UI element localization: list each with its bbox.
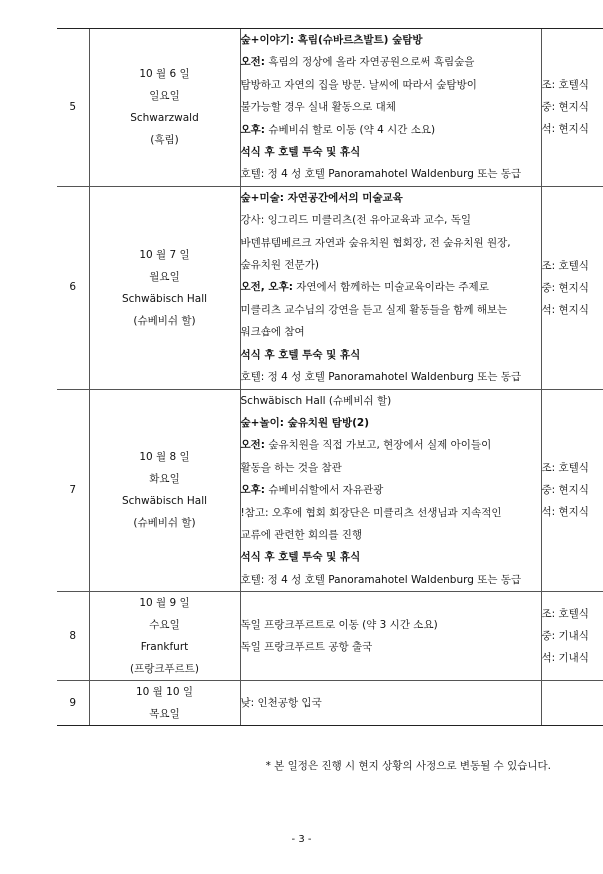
schedule-line — [241, 344, 541, 366]
meal-line: 석: 현지식 — [541, 123, 589, 136]
schedule-line — [241, 366, 541, 388]
schedule-line-heading: 오전: — [240, 439, 265, 452]
schedule-line — [241, 299, 541, 321]
schedule-line — [241, 96, 541, 118]
date-line: 10 월 10 일 — [135, 686, 194, 699]
schedule-line-text: 바덴뷰템베르크 자연과 숲유치원 협회장, 전 숲유치원 원장, — [240, 236, 511, 249]
page-number: - 3 - — [291, 834, 312, 845]
meals-cell — [541, 186, 603, 389]
date-line: (흑림) — [150, 134, 179, 147]
schedule-line-text: Schwäbisch Hall (슈베비쉬 할) — [240, 394, 392, 407]
date-line: 10 월 6 일 — [139, 68, 190, 81]
schedule-line-text: 슈베비쉬할에서 자유관광 — [265, 484, 384, 497]
schedule-line-text: 호텔: 정 4 성 호텔 Panoramahotel Waldenburg 또는 동급 — [240, 573, 522, 586]
schedule-detail-cell — [240, 681, 541, 726]
date-line: Schwäbisch Hall — [121, 495, 208, 508]
meal-line: 조: 호텔식 — [541, 462, 589, 475]
date-location-cell — [89, 29, 240, 187]
schedule-line — [241, 412, 541, 434]
itinerary-table — [57, 28, 603, 726]
schedule-line-text: 탐방하고 자연의 집을 방문. 날씨에 따라서 숲탐방이 — [240, 78, 477, 91]
schedule-line — [241, 141, 541, 163]
schedule-detail-cell — [240, 592, 541, 681]
date-line: Schwäbisch Hall — [121, 292, 208, 305]
schedule-line-heading: 오후: — [240, 484, 265, 497]
date-line: 10 월 9 일 — [139, 597, 190, 610]
date-line: 수요일 — [149, 619, 180, 632]
schedule-line — [241, 209, 541, 231]
schedule-line-text: 호텔: 정 4 성 호텔 Panoramahotel Waldenburg 또는 동급 — [240, 371, 522, 384]
schedule-line — [241, 321, 541, 343]
meals-cell — [541, 389, 603, 592]
date-line: (슈베비쉬 할) — [133, 517, 196, 530]
day-number: 5 — [57, 29, 89, 187]
schedule-line-text: 숲유치원 전문가) — [240, 259, 319, 272]
date-line: 월요일 — [149, 270, 180, 283]
schedule-line — [241, 163, 541, 185]
schedule-line-text: 흑림의 정상에 올라 자연공원으로써 흑림숲을 — [265, 56, 475, 69]
schedule-line-heading: 숲+놀이: 숲유치원 탐방(2) — [240, 416, 369, 429]
meal-line: 중: 기내식 — [541, 630, 589, 643]
schedule-line — [241, 434, 541, 456]
schedule-line-text: 불가능할 경우 실내 활동으로 대체 — [240, 101, 396, 114]
schedule-line-text: 슈베비쉬 할로 이동 (약 4 시간 소요) — [265, 123, 436, 136]
schedule-line — [241, 636, 541, 658]
meals-cell — [541, 681, 603, 726]
schedule-line — [241, 479, 541, 501]
date-line: 화요일 — [149, 473, 180, 486]
schedule-line-text: 숲유치원을 직접 가보고, 현장에서 실제 아이들이 — [265, 439, 492, 452]
schedule-detail-cell — [240, 389, 541, 592]
schedule-line-text: 자연에서 함께하는 미술교육이라는 주제로 — [292, 281, 489, 294]
schedule-line — [241, 390, 541, 412]
date-location-cell — [89, 681, 240, 726]
schedule-line-text: 독일 프랑크푸르트 공항 출국 — [240, 641, 373, 654]
itinerary-row — [57, 592, 603, 681]
schedule-line-text: 호텔: 정 4 성 호텔 Panoramahotel Waldenburg 또는 동급 — [240, 168, 522, 181]
date-line: Schwarzwald — [130, 112, 199, 125]
schedule-line-heading: 석식 후 호텔 투숙 및 휴식 — [240, 348, 361, 361]
date-line: 10 월 7 일 — [139, 248, 190, 261]
schedule-line-text: 활동을 하는 것을 참관 — [240, 461, 342, 474]
schedule-line-text: 교류에 관련한 회의를 진행 — [240, 528, 363, 541]
date-line: (슈베비쉬 할) — [133, 314, 196, 327]
meals-cell — [541, 592, 603, 681]
date-location-cell — [89, 592, 240, 681]
meal-line: 석: 현지식 — [541, 506, 589, 519]
schedule-line — [241, 74, 541, 96]
schedule-line — [241, 546, 541, 568]
schedule-line — [241, 614, 541, 636]
schedule-line-heading: 오전: — [240, 56, 265, 69]
itinerary-row — [57, 389, 603, 592]
schedule-line — [241, 502, 541, 524]
schedule-detail-cell — [240, 29, 541, 187]
schedule-line-heading: 석식 후 호텔 투숙 및 휴식 — [240, 146, 361, 159]
schedule-line-text: 미클리츠 교수님의 강연을 듣고 실제 활동들을 함께 해보는 — [240, 303, 508, 316]
itinerary-row — [57, 186, 603, 389]
day-number: 7 — [57, 389, 89, 592]
day-number: 9 — [57, 681, 89, 726]
date-line: 목요일 — [149, 708, 180, 721]
schedule-line-heading: 오후: — [240, 123, 265, 136]
meal-line: 석: 현지식 — [541, 303, 589, 316]
schedule-line — [241, 187, 541, 209]
day-number: 8 — [57, 592, 89, 681]
schedule-line — [241, 119, 541, 141]
schedule-line — [241, 569, 541, 591]
date-line: 10 월 8 일 — [139, 451, 190, 464]
meal-line: 중: 현지식 — [541, 281, 589, 294]
meals-cell — [541, 29, 603, 187]
schedule-line — [241, 692, 541, 714]
schedule-detail-cell — [240, 186, 541, 389]
date-location-cell — [89, 186, 240, 389]
schedule-line — [241, 524, 541, 546]
meal-line: 중: 현지식 — [541, 101, 589, 114]
date-line: 일요일 — [149, 90, 180, 103]
date-line: Frankfurt — [140, 641, 189, 654]
meal-line: 석: 기내식 — [541, 652, 589, 665]
meal-line: 조: 호텔식 — [541, 608, 589, 621]
schedule-line-text: 워크숍에 참여 — [240, 326, 305, 339]
schedule-line-heading: 숲+이야기: 흑림(슈바르츠발트) 숲탐방 — [240, 34, 423, 46]
schedule-line-heading: 석식 후 호텔 투숙 및 휴식 — [240, 551, 361, 564]
schedule-line — [241, 276, 541, 298]
itinerary-row — [57, 681, 603, 726]
meal-line: 조: 호텔식 — [541, 79, 589, 92]
schedule-line — [241, 51, 541, 73]
meal-line: 중: 현지식 — [541, 484, 589, 497]
schedule-line-text: 독일 프랑크푸르트로 이동 (약 3 시간 소요) — [240, 618, 438, 631]
schedule-line-text: 낮: 인천공항 입국 — [240, 696, 322, 709]
meal-line: 조: 호텔식 — [541, 259, 589, 272]
date-location-cell — [89, 389, 240, 592]
schedule-line-text: !참고: 오후에 협회 회장단은 미클리츠 선생님과 지속적인 — [240, 506, 502, 519]
date-line: (프랑크푸르트) — [129, 663, 200, 676]
schedule-line — [241, 457, 541, 479]
schedule-line-text: 강사: 잉그리드 미클리츠(전 유아교육과 교수, 독일 — [240, 214, 472, 227]
schedule-line — [241, 254, 541, 276]
itinerary-body — [57, 29, 603, 726]
schedule-line — [241, 29, 541, 51]
day-number: 6 — [57, 186, 89, 389]
schedule-line-heading: 오전, 오후: — [240, 281, 293, 294]
itinerary-row — [57, 29, 603, 187]
schedule-line-heading: 숲+미술: 자연공간에서의 미술교육 — [240, 191, 403, 204]
schedule-change-note: * 본 일정은 진행 시 현지 상황의 사정으로 변동될 수 있습니다. — [265, 760, 551, 772]
schedule-line — [241, 232, 541, 254]
